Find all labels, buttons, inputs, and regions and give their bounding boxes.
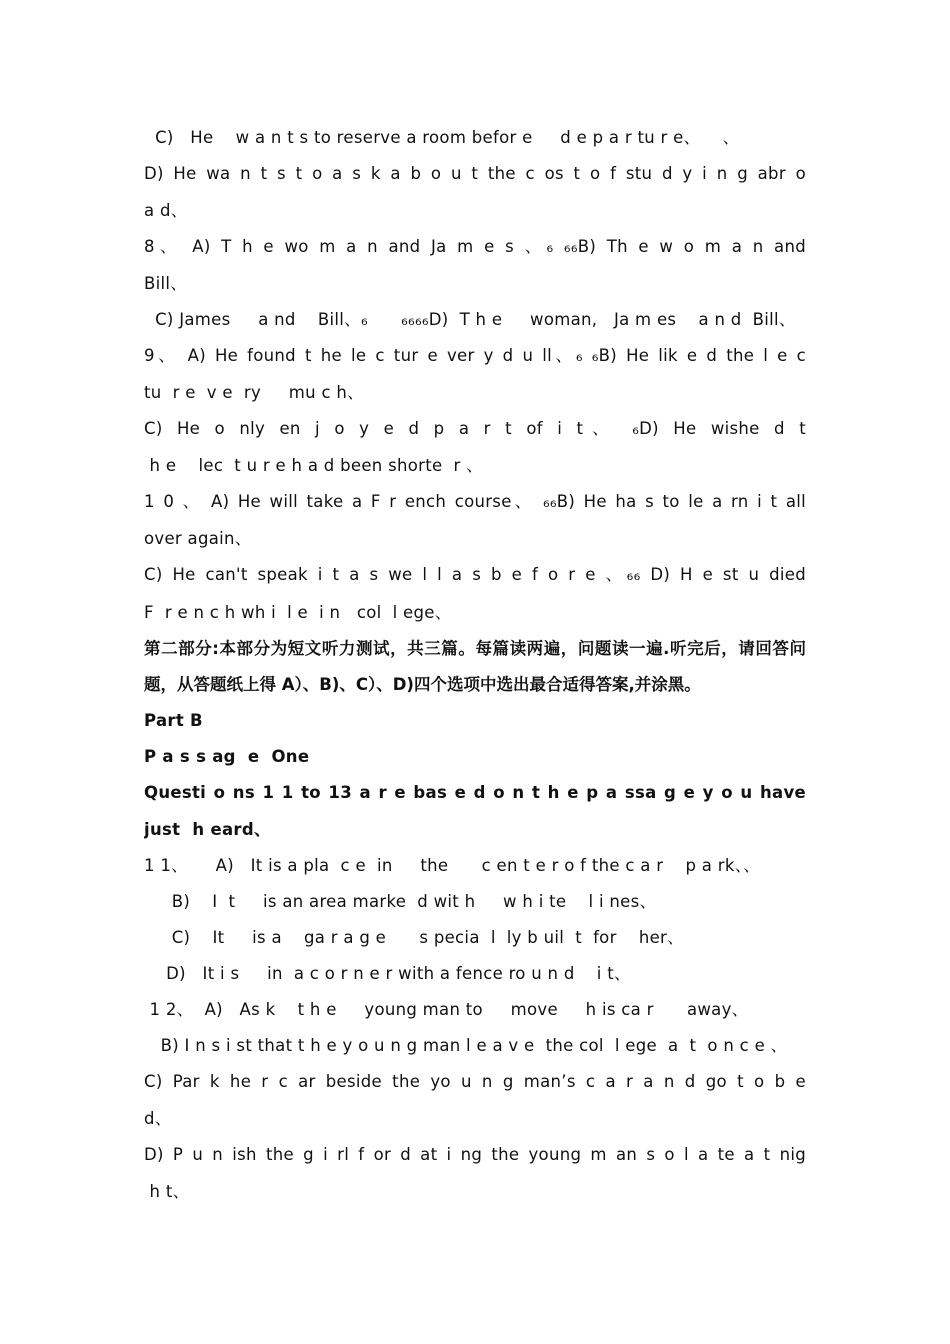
text-line: Bill、 (144, 274, 188, 293)
text-line: h e lec t u r e h a d been shorte r 、 (144, 456, 483, 475)
text-line: 8、 A) T h e wo m a n and Ja m e s 、₆ ₆₆B) Th e w o m a n and (144, 237, 806, 256)
part-title: Part B (144, 711, 203, 730)
text-line: 9、 A) He found t he le c tur e ver y d u ll、₆ ₆B) He lik e d the l e c (144, 346, 806, 365)
text-line: over again、 (144, 529, 252, 548)
text-line: C) He o nly en j o y e d p a r t of i t、 ₆D) He wishe d t (144, 419, 806, 438)
passage-title: P a s s ag e One (144, 747, 310, 766)
text-line: B) I n s i st that t h e y o u n g man l e a v e the col l ege a t o n c e 、 (144, 1036, 788, 1055)
text-line: tu r e v e ry mu c h、 (144, 383, 364, 402)
text-line: h t、 (144, 1182, 190, 1201)
text-line: D) It i s in a c o r n e r with a fence ro u n d i t、 (144, 964, 631, 983)
section-heading-line: 第二部分:本部分为短文听力测试，共三篇。每篇读两遍，问题读一遍.听完后，请回答问 (144, 639, 806, 658)
section-heading-line: 题，从答题纸上得 A）、B)、C）、D)四个选项中选出最合适得答案,并涂黑。 (144, 675, 701, 694)
text-line: 1 1、 A) It is a pla c e in the c en t e r o f the c a r p a rk、、 (144, 856, 761, 875)
text-line: d、 (144, 1109, 172, 1128)
instruction-line: Questi o ns 1 1 to 13 a r e bas e d o n t h e p a ssa g e y o u have (144, 783, 806, 802)
text-line: 1 2、 A) As k t h e young man to move h is ca r away、 (144, 1000, 749, 1019)
text-line: B) I t is an area marke d wit h w h i te l i nes、 (144, 892, 657, 911)
text-line: C) He w a n t s to reserve a room befor e d e p a r tu r e、 、 (144, 128, 740, 147)
text-line: a d、 (144, 201, 188, 220)
text-line: C) Par k he r c ar beside the yo u n g man’s c a r a n d go t o b e (144, 1072, 806, 1091)
text-line: F r e n c h wh i l e i n col l ege、 (144, 603, 452, 622)
instruction-line: just h eard、 (144, 820, 271, 839)
text-line: C) It is a ga r a g e s pecia l ly b uil t for her、 (144, 928, 684, 947)
text-line: D) P u n ish the g i rl f or d at i ng the young m an s o l a te a t nig (144, 1145, 806, 1164)
text-line: D) He wa n t s t o a s k a b o u t the c os t o f stu d y i n g abr o (144, 164, 806, 183)
text-line: C) James a nd Bill、₆ ₆₆₆₆D) T h e woman, Ja m es a n d Bill、 (144, 310, 796, 329)
text-line: 1 0 、 A) He will take a F r ench course、 ₆₆B) He ha s to le a rn i t all (144, 492, 806, 511)
text-line: C) He can't speak i t a s we l l a s b e f o r e 、₆₆ D) H e st u died (144, 565, 806, 584)
